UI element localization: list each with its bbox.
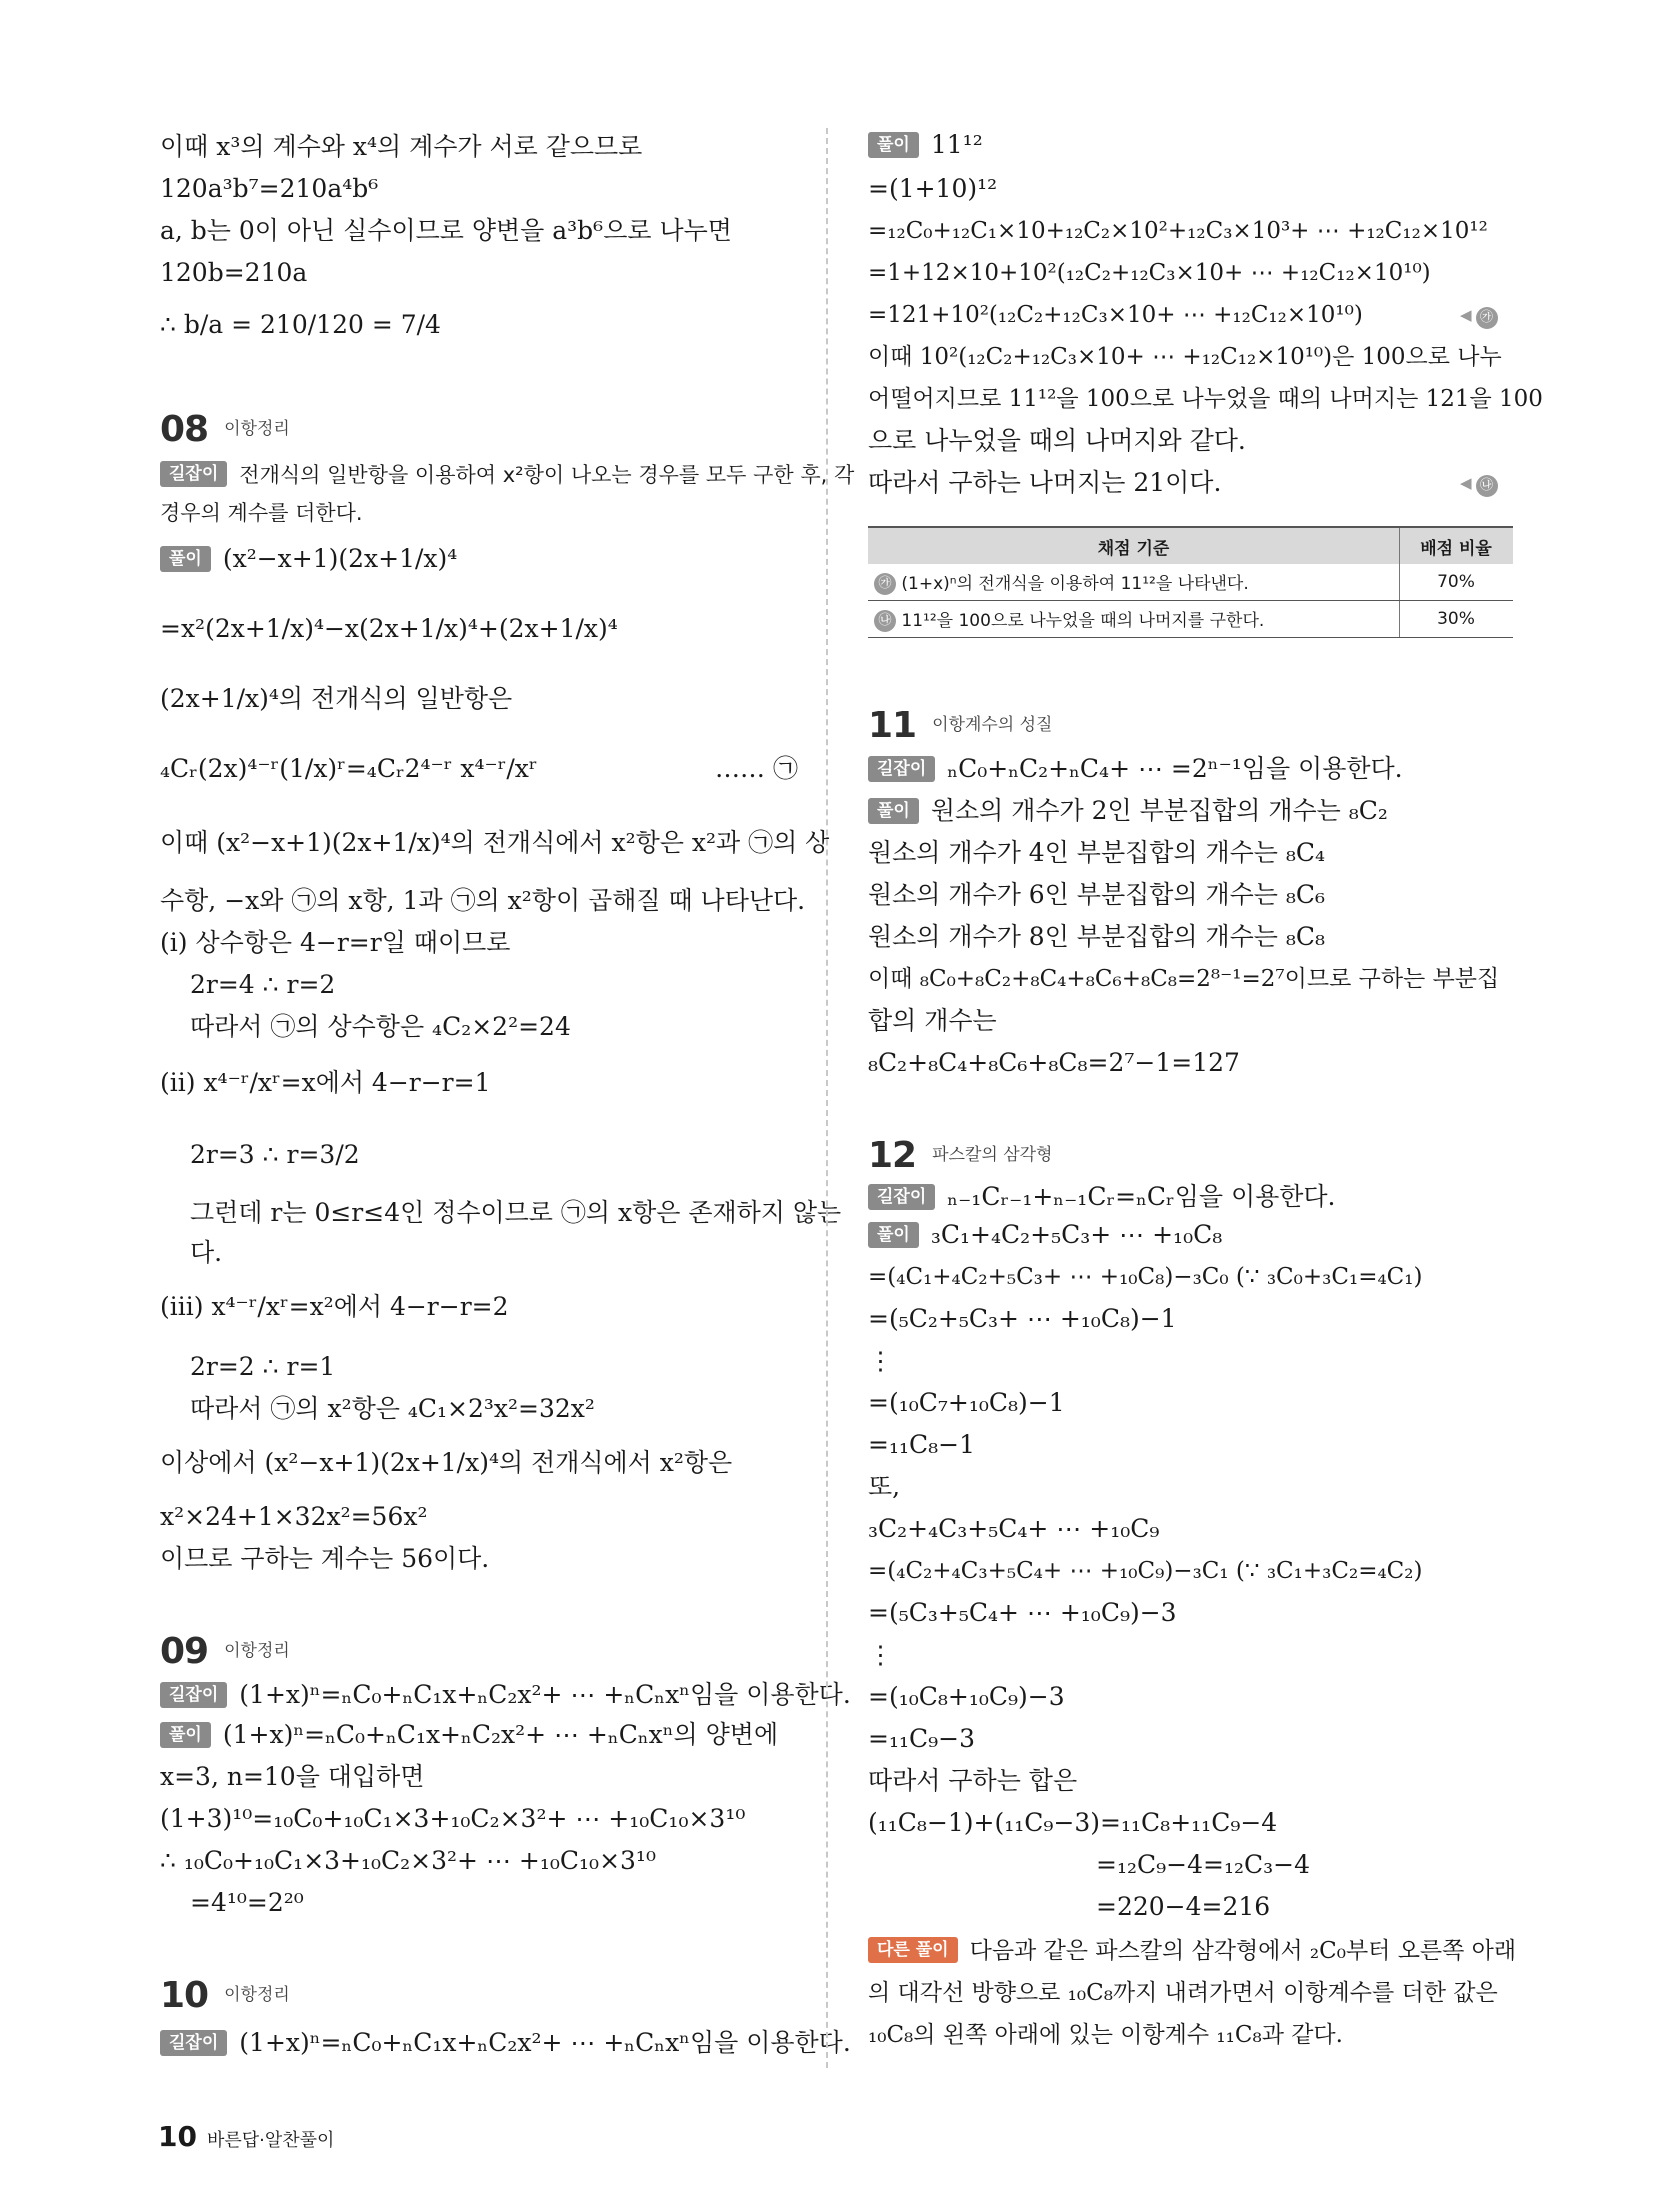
guide-text: ₙ₋₁Cᵣ₋₁+ₙ₋₁Cᵣ=ₙCᵣ임을 이용한다. bbox=[947, 1182, 1336, 1211]
section-heading-09 bbox=[160, 1631, 290, 1672]
math-line: =(₄C₁+₄C₂+₅C₃+ ⋯ +₁₀C₈)−₃C₀ (∵ ₃C₀+₃C₁=₄C₁) bbox=[868, 1264, 1423, 1290]
text-line: 따라서 구하는 나머지는 21이다. bbox=[868, 468, 1222, 497]
solution-line bbox=[160, 1718, 778, 1752]
text-line: 으로 나누었을 때의 나머지와 같다. bbox=[868, 426, 1246, 455]
math-line: 2r=2 ∴ r=1 bbox=[190, 1352, 336, 1381]
solution-tag: 풀이 bbox=[160, 1722, 211, 1748]
mark-b-badge: ㉯ bbox=[874, 610, 896, 632]
column-divider bbox=[826, 128, 828, 2068]
math-line: =(₅C₂+₅C₃+ ⋯ +₁₀C₈)−1 bbox=[868, 1304, 1177, 1333]
footer-text: 바른답·알찬풀이 bbox=[206, 2130, 335, 2151]
triangle-icon: ◀ bbox=[1460, 474, 1472, 492]
table-cell bbox=[868, 564, 1400, 601]
math-line: (₁₁C₈−1)+(₁₁C₉−3)=₁₁C₈+₁₁C₉−4 bbox=[868, 1808, 1278, 1837]
math-line: ₈C₂+₈C₄+₈C₆+₈C₈=2⁷−1=127 bbox=[868, 1048, 1240, 1077]
text-line: 또, bbox=[868, 1472, 901, 1501]
math-line: =1+12×10+10²(₁₂C₂+₁₂C₃×10+ ⋯ +₁₂C₁₂×10¹⁰) bbox=[868, 260, 1431, 286]
text-line: 이므로 구하는 계수는 56이다. bbox=[160, 1544, 490, 1573]
row-text: (1+x)ⁿ의 전개식을 이용하여 11¹²을 나타낸다. bbox=[901, 574, 1249, 594]
guide-tag: 길잡이 bbox=[868, 756, 935, 782]
section-heading-12 bbox=[868, 1135, 1053, 1176]
text-line: 원소의 개수가 8인 부분집합의 개수는 ₈C₈ bbox=[868, 922, 1326, 951]
section-number: 08 bbox=[160, 409, 209, 450]
solution-line bbox=[868, 794, 1388, 828]
math-line: =(₁₀C₇+₁₀C₈)−1 bbox=[868, 1388, 1065, 1417]
text-line: 원소의 개수가 4인 부분집합의 개수는 ₈C₄ bbox=[868, 838, 1326, 867]
math-line: =220−4=216 bbox=[1096, 1892, 1271, 1921]
mark-b-badge: ㉯ bbox=[1476, 475, 1498, 497]
table-row bbox=[868, 601, 1513, 638]
table-row bbox=[868, 564, 1513, 601]
guide-line bbox=[160, 1678, 851, 1712]
math-line: (1+x)ⁿ=ₙC₀+ₙC₁x+ₙC₂x²+ ⋯ +ₙCₙxⁿ의 양변에 bbox=[222, 1720, 779, 1749]
text-line: 원소의 개수가 6인 부분집합의 개수는 ₈C₆ bbox=[868, 880, 1326, 909]
marker-a bbox=[1460, 298, 1498, 332]
section-number: 10 bbox=[160, 1975, 209, 2016]
text-line: 이때 (x²−x+1)(2x+1/x)⁴의 전개식에서 x²항은 x²과 ㉠의 상 bbox=[160, 828, 830, 857]
math-line: 2r=4 ∴ r=2 bbox=[190, 970, 336, 999]
guide-tag: 길잡이 bbox=[160, 461, 227, 487]
text-line: x=3, n=10을 대입하면 bbox=[160, 1762, 425, 1791]
vdots: ⋮ bbox=[868, 1346, 893, 1375]
alt-solution-tag: 다른 풀이 bbox=[868, 1937, 958, 1963]
math-line: (2x+1/x)⁴의 전개식의 일반항은 bbox=[160, 684, 513, 713]
text-line: 따라서 ㉠의 상수항은 ₄C₂×2²=24 bbox=[190, 1012, 571, 1041]
section-number: 11 bbox=[868, 705, 917, 746]
section-number: 09 bbox=[160, 1631, 209, 1672]
section-heading-10 bbox=[160, 1975, 290, 2016]
case-line: (i) 상수항은 4−r=r일 때이므로 bbox=[160, 928, 511, 957]
marker-b bbox=[1460, 466, 1498, 500]
grading-table bbox=[868, 526, 1513, 638]
math-line: =121+10²(₁₂C₂+₁₂C₃×10+ ⋯ +₁₂C₁₂×10¹⁰) bbox=[868, 302, 1363, 328]
text-line: 이때 x³의 계수와 x⁴의 계수가 서로 같으므로 bbox=[160, 132, 643, 161]
case-line: (ii) x⁴⁻ʳ/xʳ=x에서 4−r−r=1 bbox=[160, 1068, 491, 1097]
text-line: 120a³b⁷=210a⁴b⁶ bbox=[160, 174, 379, 203]
section-title: 이항정리 bbox=[224, 1641, 290, 1661]
text-line: 이때 ₈C₀+₈C₂+₈C₄+₈C₆+₈C₈=2⁸⁻¹=2⁷이므로 구하는 부분집 bbox=[868, 966, 1500, 992]
text-line: 어떨어지므로 11¹²을 100으로 나누었을 때의 나머지는 121을 100 bbox=[868, 386, 1543, 412]
math-line: =₁₂C₀+₁₂C₁×10+₁₂C₂×10²+₁₂C₃×10³+ ⋯ +₁₂C₁₂×10¹² bbox=[868, 218, 1488, 244]
math-line: =(₅C₃+₅C₄+ ⋯ +₁₀C₉)−3 bbox=[868, 1598, 1177, 1627]
text-line: 다음과 같은 파스칼의 삼각형에서 ₂C₀부터 오른쪽 아래 bbox=[969, 1938, 1517, 1964]
math-line: 11¹² bbox=[930, 130, 983, 159]
page-footer bbox=[158, 2120, 334, 2153]
alt-solution-line bbox=[868, 1934, 1516, 1968]
math-line: x²×24+1×32x²=56x² bbox=[160, 1502, 428, 1531]
math-line: =(₄C₂+₄C₃+₅C₄+ ⋯ +₁₀C₉)−₃C₁ (∵ ₃C₁+₃C₂=₄C₂) bbox=[868, 1558, 1423, 1584]
text-line: 따라서 구하는 합은 bbox=[868, 1766, 1078, 1795]
math-line: =(1+10)¹² bbox=[868, 174, 998, 203]
text-line: a, b는 0이 아닌 실수이므로 양변을 a³b⁶으로 나누면 bbox=[160, 216, 732, 245]
math-line: =(₁₀C₈+₁₀C₉)−3 bbox=[868, 1682, 1065, 1711]
math-line: =₁₂C₉−4=₁₂C₃−4 bbox=[1096, 1850, 1310, 1879]
guide-tag: 길잡이 bbox=[160, 2030, 227, 2056]
text-line: ₁₀C₈의 왼쪽 아래에 있는 이항계수 ₁₁C₈과 같다. bbox=[868, 2022, 1343, 2048]
page-number: 10 bbox=[158, 2120, 197, 2153]
math-line: =x²(2x+1/x)⁴−x(2x+1/x)⁴+(2x+1/x)⁴ bbox=[160, 614, 618, 643]
guide-line bbox=[868, 752, 1403, 786]
guide-tag: 길잡이 bbox=[160, 1682, 227, 1708]
section-heading-11 bbox=[868, 705, 1053, 746]
guide-text-cont: 경우의 계수를 더한다. bbox=[160, 501, 363, 525]
table-header-cell: 채점 기준 bbox=[868, 527, 1400, 564]
section-title: 이항계수의 성질 bbox=[932, 715, 1053, 735]
case-line: (iii) x⁴⁻ʳ/xʳ=x²에서 4−r−r=2 bbox=[160, 1292, 509, 1321]
section-heading-08 bbox=[160, 409, 290, 450]
section-title: 파스칼의 삼각형 bbox=[932, 1145, 1053, 1165]
guide-line bbox=[160, 458, 854, 492]
vdots: ⋮ bbox=[868, 1640, 893, 1669]
mark-a-badge: ㉮ bbox=[1476, 307, 1498, 329]
solution-line bbox=[160, 542, 457, 576]
solution-line bbox=[868, 1218, 1222, 1252]
section-title: 이항정리 bbox=[224, 1985, 290, 2005]
math-line: (x²−x+1)(2x+1/x)⁴ bbox=[222, 544, 458, 573]
text-line: 수항, −x와 ㉠의 x항, 1과 ㉠의 x²항이 곱해질 때 나타난다. bbox=[160, 886, 806, 915]
math-line: ₄Cᵣ(2x)⁴⁻ʳ(1/x)ʳ=₄Cᵣ2⁴⁻ʳ x⁴⁻ʳ/xʳ bbox=[160, 754, 538, 783]
row-text: 11¹²을 100으로 나누었을 때의 나머지를 구한다. bbox=[901, 611, 1265, 631]
section-title: 이항정리 bbox=[224, 419, 290, 439]
guide-tag: 길잡이 bbox=[868, 1184, 935, 1210]
equation-marker: …… ㉠ bbox=[715, 754, 798, 783]
math-line: 2r=3 ∴ r=3/2 bbox=[190, 1140, 360, 1169]
guide-text: (1+x)ⁿ=ₙC₀+ₙC₁x+ₙC₂x²+ ⋯ +ₙCₙxⁿ임을 이용한다. bbox=[239, 2028, 851, 2057]
text-line: 원소의 개수가 2인 부분집합의 개수는 ₈C₂ bbox=[930, 796, 1388, 825]
solution-tag: 풀이 bbox=[868, 1222, 919, 1248]
text-line: 그런데 r는 0≤r≤4인 정수이므로 ㉠의 x항은 존재하지 않는 bbox=[190, 1198, 842, 1227]
math-line: =4¹⁰=2²⁰ bbox=[190, 1888, 304, 1917]
table-cell: 30% bbox=[1400, 601, 1514, 638]
solution-tag: 풀이 bbox=[868, 132, 919, 158]
mark-a-badge: ㉮ bbox=[874, 573, 896, 595]
table-cell: 70% bbox=[1400, 564, 1514, 601]
math-line: ₃C₁+₄C₂+₅C₃+ ⋯ +₁₀C₈ bbox=[930, 1220, 1223, 1249]
math-line: =₁₁C₉−3 bbox=[868, 1724, 975, 1753]
guide-text: ₙC₀+ₙC₂+ₙC₄+ ⋯ =2ⁿ⁻¹임을 이용한다. bbox=[947, 754, 1403, 783]
table-header-cell: 배점 비율 bbox=[1400, 527, 1514, 564]
section-number: 12 bbox=[868, 1135, 917, 1176]
math-line: ∴ ₁₀C₀+₁₀C₁×3+₁₀C₂×3²+ ⋯ +₁₀C₁₀×3¹⁰ bbox=[160, 1846, 656, 1875]
text-line: 따라서 ㉠의 x²항은 ₄C₁×2³x²=32x² bbox=[190, 1394, 595, 1423]
triangle-icon: ◀ bbox=[1460, 306, 1472, 324]
text-line: 이때 10²(₁₂C₂+₁₂C₃×10+ ⋯ +₁₂C₁₂×10¹⁰)은 100으로 나누 bbox=[868, 344, 1502, 370]
guide-text: (1+x)ⁿ=ₙC₀+ₙC₁x+ₙC₂x²+ ⋯ +ₙCₙxⁿ임을 이용한다. bbox=[239, 1680, 851, 1709]
text-line: ∴ b/a = 210/120 = 7/4 bbox=[160, 310, 441, 339]
text-line: 의 대각선 방향으로 ₁₀C₈까지 내려가면서 이항계수를 더한 값은 bbox=[868, 1980, 1498, 2006]
text-line: 다. bbox=[190, 1238, 223, 1267]
guide-line bbox=[160, 2026, 851, 2060]
text-line: 합의 개수는 bbox=[868, 1006, 997, 1035]
solution-tag: 풀이 bbox=[868, 798, 919, 824]
guide-text: 전개식의 일반항을 이용하여 x²항이 나오는 경우를 모두 구한 후, 각 bbox=[239, 463, 855, 487]
text-line: 120b=210a bbox=[160, 258, 308, 287]
solution-line bbox=[868, 128, 983, 162]
math-line: ₃C₂+₄C₃+₅C₄+ ⋯ +₁₀C₉ bbox=[868, 1514, 1160, 1543]
math-line: (1+3)¹⁰=₁₀C₀+₁₀C₁×3+₁₀C₂×3²+ ⋯ +₁₀C₁₀×3¹⁰ bbox=[160, 1804, 746, 1833]
math-line: =₁₁C₈−1 bbox=[868, 1430, 975, 1459]
solution-tag: 풀이 bbox=[160, 546, 211, 572]
table-cell bbox=[868, 601, 1400, 638]
text-line: 이상에서 (x²−x+1)(2x+1/x)⁴의 전개식에서 x²항은 bbox=[160, 1448, 733, 1477]
table-header bbox=[868, 527, 1513, 564]
guide-line bbox=[868, 1180, 1336, 1214]
